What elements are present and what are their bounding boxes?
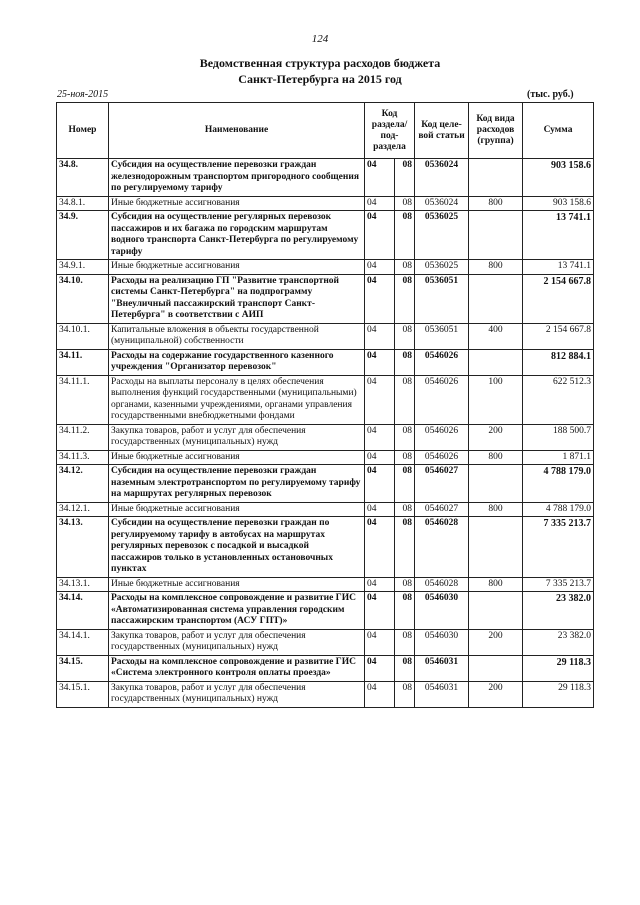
row-subsection-code: 08 xyxy=(395,450,415,465)
row-section-code: 04 xyxy=(365,349,395,375)
row-expense-type: 800 xyxy=(469,260,523,275)
row-number: 34.11.1. xyxy=(57,375,109,424)
row-section-code: 04 xyxy=(365,465,395,503)
row-name: Расходы на комплексное сопровождение и развитие ГИС «Система электронного контроля оплаты проезда» xyxy=(109,655,365,681)
row-article-code: 0536025 xyxy=(415,211,469,260)
table-row xyxy=(57,424,594,450)
header-amount: Сумма xyxy=(523,103,594,159)
row-subsection-code: 08 xyxy=(395,159,415,197)
row-number: 34.11.3. xyxy=(57,450,109,465)
table-row xyxy=(57,159,594,197)
table-row xyxy=(57,517,594,578)
row-article-code: 0546030 xyxy=(415,592,469,630)
row-subsection-code: 08 xyxy=(395,629,415,655)
row-section-code: 04 xyxy=(365,159,395,197)
row-amount: 812 884.1 xyxy=(523,349,594,375)
row-article-code: 0546027 xyxy=(415,465,469,503)
row-section-code: 04 xyxy=(365,655,395,681)
row-subsection-code: 08 xyxy=(395,323,415,349)
row-article-code: 0536051 xyxy=(415,274,469,323)
row-amount: 4 788 179.0 xyxy=(523,465,594,503)
row-amount: 1 871.1 xyxy=(523,450,594,465)
title-line-1: Ведомственная структура расходов бюджета xyxy=(199,56,441,70)
row-expense-type xyxy=(469,465,523,503)
header-number: Номер xyxy=(57,103,109,159)
row-subsection-code: 08 xyxy=(395,465,415,503)
row-expense-type: 100 xyxy=(469,375,523,424)
row-section-code: 04 xyxy=(365,274,395,323)
row-number: 34.15.1. xyxy=(57,681,109,707)
row-name: Иные бюджетные ассигнования xyxy=(109,577,365,592)
table-row xyxy=(57,465,594,503)
row-expense-type: 200 xyxy=(469,424,523,450)
table-row xyxy=(57,592,594,630)
row-name: Иные бюджетные ассигнования xyxy=(109,196,365,211)
row-section-code: 04 xyxy=(365,592,395,630)
row-number: 34.9. xyxy=(57,211,109,260)
row-subsection-code: 08 xyxy=(395,655,415,681)
row-section-code: 04 xyxy=(365,517,395,578)
table-row xyxy=(57,323,594,349)
row-expense-type: 200 xyxy=(469,681,523,707)
row-article-code: 0546026 xyxy=(415,450,469,465)
row-article-code: 0536025 xyxy=(415,260,469,275)
table-row xyxy=(57,375,594,424)
row-section-code: 04 xyxy=(365,323,395,349)
row-amount: 188 500.7 xyxy=(523,424,594,450)
table-row xyxy=(57,577,594,592)
row-article-code: 0536024 xyxy=(415,196,469,211)
row-name: Субсидия на осуществление регулярных перевозок пассажиров и их багажа по городским маршрутам водного транспорта Санкт-Петербурга по регулируемому тарифу xyxy=(109,211,365,260)
row-subsection-code: 08 xyxy=(395,592,415,630)
header-expense-type: Код вида расходов (группа) xyxy=(469,103,523,159)
row-name: Иные бюджетные ассигнования xyxy=(109,502,365,517)
row-name: Закупка товаров, работ и услуг для обеспечения государственных (муниципальных) нужд xyxy=(109,424,365,450)
row-article-code: 0546027 xyxy=(415,502,469,517)
row-article-code: 0546028 xyxy=(415,517,469,578)
row-section-code: 04 xyxy=(365,502,395,517)
row-subsection-code: 08 xyxy=(395,349,415,375)
row-number: 34.14.1. xyxy=(57,629,109,655)
row-amount: 903 158.6 xyxy=(523,159,594,197)
units-label: (тыс. руб.) xyxy=(527,89,574,100)
row-amount: 29 118.3 xyxy=(523,681,594,707)
row-number: 34.10. xyxy=(57,274,109,323)
row-name: Субсидия на осуществление перевозки граждан железнодорожным транспортом пригородного сообщения по регулируемому тарифу xyxy=(109,159,365,197)
row-subsection-code: 08 xyxy=(395,681,415,707)
table-row xyxy=(57,349,594,375)
header-article-code: Код целе-вой статьи xyxy=(415,103,469,159)
row-name: Расходы на комплексное сопровождение и развитие ГИС «Автоматизированная система управления городским пассажирским транспортом (АСУ ГПТ)» xyxy=(109,592,365,630)
row-subsection-code: 08 xyxy=(395,502,415,517)
row-expense-type xyxy=(469,274,523,323)
row-article-code: 0546026 xyxy=(415,424,469,450)
row-subsection-code: 08 xyxy=(395,260,415,275)
row-name: Капитальные вложения в объекты государственной (муниципальной) собственности xyxy=(109,323,365,349)
row-expense-type xyxy=(469,349,523,375)
row-amount: 2 154 667.8 xyxy=(523,323,594,349)
row-number: 34.15. xyxy=(57,655,109,681)
row-number: 34.8. xyxy=(57,159,109,197)
row-number: 34.10.1. xyxy=(57,323,109,349)
row-section-code: 04 xyxy=(365,681,395,707)
table-row xyxy=(57,211,594,260)
row-amount: 7 335 213.7 xyxy=(523,577,594,592)
table-row xyxy=(57,655,594,681)
row-number: 34.11. xyxy=(57,349,109,375)
table-row xyxy=(57,681,594,707)
row-amount: 4 788 179.0 xyxy=(523,502,594,517)
row-name: Расходы на выплаты персоналу в целях обеспечения выполнения функций государственными (муниципальными) органами, казенными учреждениями, органами управления государственными внебюджетными фондами xyxy=(109,375,365,424)
row-subsection-code: 08 xyxy=(395,577,415,592)
row-section-code: 04 xyxy=(365,424,395,450)
row-amount: 7 335 213.7 xyxy=(523,517,594,578)
row-expense-type: 800 xyxy=(469,196,523,211)
row-name: Расходы на реализацию ГП "Развитие транспортной системы Санкт-Петербурга" на подпрограмму "Внеуличный пассажирский транспорт Санкт-Петербурга" в соответствии с АИП xyxy=(109,274,365,323)
row-name: Иные бюджетные ассигнования xyxy=(109,260,365,275)
row-amount: 23 382.0 xyxy=(523,629,594,655)
row-article-code: 0546031 xyxy=(415,655,469,681)
row-amount: 903 158.6 xyxy=(523,196,594,211)
budget-table xyxy=(56,102,594,708)
table-row xyxy=(57,260,594,275)
row-number: 34.9.1. xyxy=(57,260,109,275)
table-row xyxy=(57,502,594,517)
row-name: Закупка товаров, работ и услуг для обеспечения государственных (муниципальных) нужд xyxy=(109,629,365,655)
row-article-code: 0546026 xyxy=(415,375,469,424)
header-name: Наименование xyxy=(109,103,365,159)
row-section-code: 04 xyxy=(365,260,395,275)
row-name: Закупка товаров, работ и услуг для обеспечения государственных (муниципальных) нужд xyxy=(109,681,365,707)
row-number: 34.8.1. xyxy=(57,196,109,211)
row-expense-type xyxy=(469,517,523,578)
row-section-code: 04 xyxy=(365,577,395,592)
row-article-code: 0546026 xyxy=(415,349,469,375)
page-number: 124 xyxy=(311,33,329,45)
row-name: Субсидия на осуществление перевозки граждан наземным электротранспортом по регулируемому тарифу на маршрутах регулярных перевозок xyxy=(109,465,365,503)
row-article-code: 0536024 xyxy=(415,159,469,197)
row-number: 34.13. xyxy=(57,517,109,578)
row-subsection-code: 08 xyxy=(395,375,415,424)
row-name: Расходы на содержание государственного казенного учреждения "Организатор перевозок" xyxy=(109,349,365,375)
document-date: 25-ноя-2015 xyxy=(57,89,109,100)
row-expense-type: 800 xyxy=(469,450,523,465)
row-article-code: 0536051 xyxy=(415,323,469,349)
table-row xyxy=(57,450,594,465)
row-article-code: 0546030 xyxy=(415,629,469,655)
row-amount: 13 741.1 xyxy=(523,260,594,275)
row-article-code: 0546031 xyxy=(415,681,469,707)
row-section-code: 04 xyxy=(365,211,395,260)
row-article-code: 0546028 xyxy=(415,577,469,592)
row-number: 34.12.1. xyxy=(57,502,109,517)
row-name: Субсидии на осуществление перевозки граждан по регулируемому тарифу в автобусах на маршрутах регулярных перевозок с посадкой и высадкой пассажиров только в установленных остановочных пунктах xyxy=(109,517,365,578)
row-number: 34.11.2. xyxy=(57,424,109,450)
row-subsection-code: 08 xyxy=(395,211,415,260)
row-subsection-code: 08 xyxy=(395,274,415,323)
row-subsection-code: 08 xyxy=(395,517,415,578)
row-section-code: 04 xyxy=(365,629,395,655)
row-expense-type xyxy=(469,655,523,681)
table-body xyxy=(57,159,594,708)
row-expense-type: 800 xyxy=(469,502,523,517)
row-amount: 29 118.3 xyxy=(523,655,594,681)
row-amount: 13 741.1 xyxy=(523,211,594,260)
table-row xyxy=(57,196,594,211)
row-section-code: 04 xyxy=(365,450,395,465)
row-subsection-code: 08 xyxy=(395,424,415,450)
row-number: 34.14. xyxy=(57,592,109,630)
row-name: Иные бюджетные ассигнования xyxy=(109,450,365,465)
row-expense-type: 400 xyxy=(469,323,523,349)
row-amount: 622 512.3 xyxy=(523,375,594,424)
row-subsection-code: 08 xyxy=(395,196,415,211)
row-number: 34.12. xyxy=(57,465,109,503)
table-row xyxy=(57,629,594,655)
title-line-2: Санкт-Петербурга на 2015 год xyxy=(238,72,402,86)
header-section-code: Код раздела/ под-раздела xyxy=(365,103,415,159)
table-row xyxy=(57,274,594,323)
row-number: 34.13.1. xyxy=(57,577,109,592)
row-amount: 2 154 667.8 xyxy=(523,274,594,323)
row-expense-type: 800 xyxy=(469,577,523,592)
row-amount: 23 382.0 xyxy=(523,592,594,630)
document-title xyxy=(0,55,640,87)
row-expense-type xyxy=(469,211,523,260)
row-expense-type xyxy=(469,159,523,197)
row-expense-type: 200 xyxy=(469,629,523,655)
row-section-code: 04 xyxy=(365,196,395,211)
row-section-code: 04 xyxy=(365,375,395,424)
row-expense-type xyxy=(469,592,523,630)
